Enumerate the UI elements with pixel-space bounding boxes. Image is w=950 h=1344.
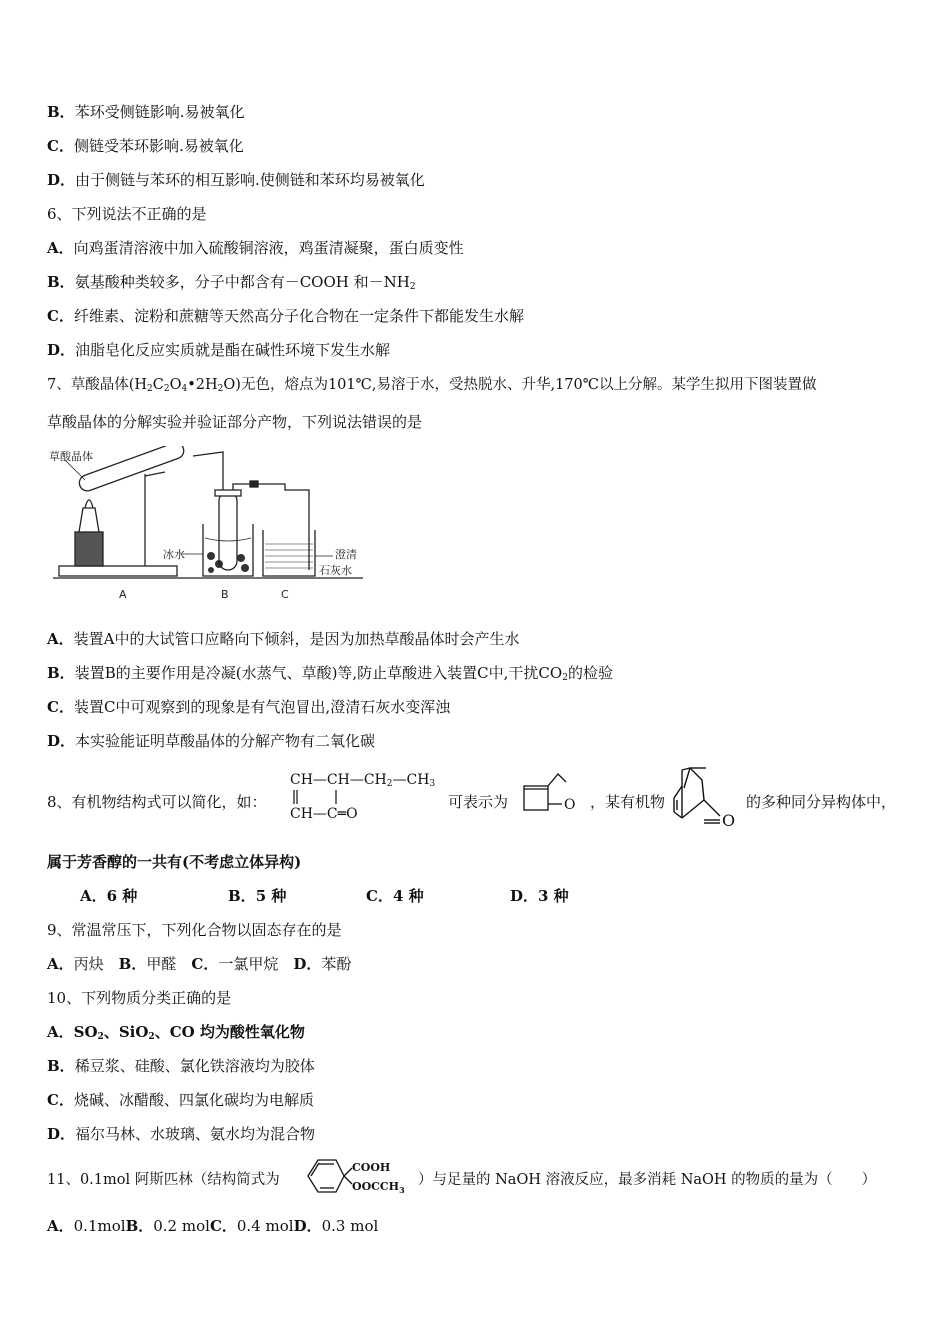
q8-stem-c: ，某有机物 [590,793,666,811]
option-text: 0.1mol [73,1217,126,1235]
q5-option-d [47,170,425,190]
subscript: 4 [181,384,188,394]
option-letter: A． [47,239,74,257]
q7-option-d [47,731,375,751]
option-text: 苯环受侧链影响.易被氧化 [74,103,245,121]
q7-stem [47,375,816,399]
burner-top [79,508,99,532]
option-text: 氨基酸种类较多，分子中都含有－COOH 和－NH [74,273,410,291]
q7-stem-part: O [169,377,182,393]
option-text: 苯酚 [321,955,352,973]
option-text: 甲醛 [146,955,177,973]
option-text: 、CO 均为酸性氧化物 [154,1023,305,1041]
flame [85,500,93,508]
option-letter: A． [47,630,74,648]
q8-stem-a: 8、有机物结构式可以简化，如： [47,793,267,811]
skeletal-structure-small [520,768,584,816]
option-text: 装置B的主要作用是冷凝(水蒸气、草酸)等,防止草酸进入装置C中,干扰CO [74,664,563,682]
q5-option-b [47,102,244,122]
q6-option-c [47,306,524,326]
option-letter: C． [191,955,219,973]
structure-row1 [290,772,435,789]
aspirin-structure [298,1154,412,1200]
option-text: 0.2 mol [153,1217,210,1235]
label-limewater-2: 石灰水 [319,564,352,577]
option-text: 、SiO [103,1023,149,1041]
q6-option-b [47,272,416,297]
subscript: 2 [97,1032,104,1042]
ester-label [352,1180,405,1195]
bicyclic-structure [668,766,744,828]
option-letter: D． [293,955,322,973]
option-text: 3 种 [538,887,569,905]
q11-options [47,1216,378,1236]
label-c: C [281,588,289,601]
subscript: 2 [409,282,416,292]
q7-option-a [47,629,519,649]
bond: — [312,772,327,788]
q7-stem-part: O)无色，熔点为101℃,易溶于水，受热脱水、升华,170℃以上分解。某学生拟用下图装置做 [223,377,817,393]
option-letter: A． [47,955,74,973]
option-text: 福尔马林、水玻璃、氨水均为混合物 [75,1125,316,1143]
option-letter: A． [47,1217,74,1235]
option-letter: B． [47,103,75,121]
beaker-c [263,530,315,576]
option-text: 一氯甲烷 [218,955,279,973]
subscript: 2 [148,1032,155,1042]
option-text: 0.3 mol [321,1217,379,1235]
q8-option-b [228,886,366,906]
q7-stem-part: 7、草酸晶体(H [47,377,148,393]
limewater-lines [265,544,313,568]
structure-row2 [290,806,358,822]
label-b: B [221,588,229,601]
q6-stem: 6、下列说法不正确的是 [47,205,207,223]
bond: — [312,806,327,822]
option-text: 0.4 mol [236,1217,294,1235]
ester-text: OOCCH [352,1180,400,1193]
label-limewater-1: 澄清 [335,548,357,561]
q6-option-a [47,238,464,258]
label-crystal: 草酸晶体 [49,450,93,463]
q11-stem-a: 11、0.1mol 阿斯匹林（结构简式为 [47,1172,280,1188]
option-text: 5 种 [255,887,287,905]
q10-option-c [47,1090,314,1110]
option-letter: D． [510,887,539,905]
option-text: 本实验能证明草酸晶体的分解产物有二氧化碳 [75,732,376,750]
oxygen-label: O [722,811,736,828]
option-text: 装置C中可观察到的现象是有气泡冒出,澄清石灰水变浑浊 [73,698,451,716]
option-letter: C． [47,137,74,155]
atom-text: CH [363,772,387,788]
option-text: 向鸡蛋清溶液中加入硫酸铜溶液，鸡蛋清凝聚，蛋白质变性 [73,239,464,257]
burner-body [75,532,103,566]
ice-water-surface [205,538,251,541]
atom-text: CH [406,772,430,788]
option-letter: C． [366,887,393,905]
option-letter: B． [228,887,256,905]
q8-stem-d: 的多种同分异构体中， [746,793,897,811]
atom-text: CH [290,806,313,822]
option-letter: D． [47,1125,76,1143]
option-text: SO [73,1023,98,1041]
option-letter: D． [47,341,76,359]
crystal-leader [65,460,85,480]
cooh-label: COOH [352,1161,391,1174]
option-letter: C． [209,1217,237,1235]
stopper-b [215,490,241,496]
q5-option-c [47,136,244,156]
q10-option-d [47,1124,315,1144]
subscript: 2 [217,384,224,394]
subscript: 2 [147,384,153,394]
atom-text: CH [326,772,350,788]
atom-text: CH [290,772,313,788]
q6-option-d [47,340,390,360]
subscript: 2 [163,384,170,394]
option-letter: D． [293,1217,322,1235]
q7-stem-line2: 草酸晶体的分解实验并验证部分产物，下列说法错误的是 [47,413,423,431]
option-text: 6 种 [106,887,138,905]
bond: ═ [337,806,347,822]
subscript: 3 [399,1185,405,1195]
clamp [145,472,165,476]
option-text: 由于侧链与苯环的相互影响.使侧链和苯环均易被氧化 [75,171,425,189]
option-text: 烧碱、冰醋酸、四氯化碳均为电解质 [73,1091,314,1109]
label-ice-water: 冰水 [163,548,185,561]
atom-text: O [346,806,358,822]
q10-stem: 10、下列物质分类正确的是 [47,989,232,1007]
q11-stem-b: ）与足量的 NaOH 溶液反应，最多消耗 NaOH 的物质的量为（ ） [418,1172,877,1188]
atom-text: C [326,806,338,822]
subscript: 2 [562,673,568,683]
q9-options [47,954,351,974]
test-tube-b [219,492,237,570]
option-letter: C． [47,307,74,325]
option-letter: C． [47,1091,74,1109]
option-letter: C． [47,698,74,716]
option-letter: B． [47,664,75,682]
option-letter: A． [80,887,107,905]
option-letter: B． [47,1057,75,1075]
structure-bonds [290,788,350,806]
option-text: 丙炔 [73,955,104,973]
q8-option-d [510,886,569,906]
option-letter: B． [47,273,75,291]
apparatus-figure [45,446,365,606]
subscript: 3 [429,779,436,789]
q10-option-b [47,1056,315,1076]
option-text: 纤维素、淀粉和蔗糖等天然高分子化合物在一定条件下都能发生水解 [73,307,524,325]
q7-stem-part: C [152,377,164,393]
q9-stem: 9、常温常压下，下列化合物以固态存在的是 [47,921,342,939]
option-letter: D． [47,732,76,750]
q10-option-a [47,1022,305,1047]
q8-option-a [80,886,228,906]
expanded-structure [290,772,440,824]
q8-stem-line2: 属于芳香醇的一共有(不考虑立体异构) [47,853,302,871]
option-text: 侧链受苯环影响.易被氧化 [73,137,244,155]
subscript: 2 [386,779,393,789]
option-letter: B． [125,1217,154,1235]
q8-options [80,886,569,906]
option-text: 的检验 [567,664,613,682]
option-text: 4 种 [392,887,424,905]
option-letter: A． [47,1023,74,1041]
oxygen-label: O [564,797,576,813]
bond: — [392,772,407,788]
stand-base [59,566,177,576]
q8-option-c [366,886,510,906]
large-test-tube [77,446,186,493]
tube-clip [250,481,258,487]
option-letter: D． [47,171,76,189]
bond: — [349,772,364,788]
option-text: 稀豆浆、硅酸、氯化铁溶液均为胶体 [74,1057,315,1075]
label-a: A [119,588,127,601]
q7-stem-part: •2H [187,377,218,393]
option-letter: B． [118,955,147,973]
q7-option-b [47,663,613,688]
option-text: 油脂皂化反应实质就是酯在碱性环境下发生水解 [75,341,391,359]
q8-stem-b: 可表示为 [448,793,509,811]
q7-option-c [47,697,450,717]
delivery-tube [193,452,223,490]
option-text: 装置A中的大试管口应略向下倾斜，是因为加热草酸晶体时会产生水 [73,630,520,648]
